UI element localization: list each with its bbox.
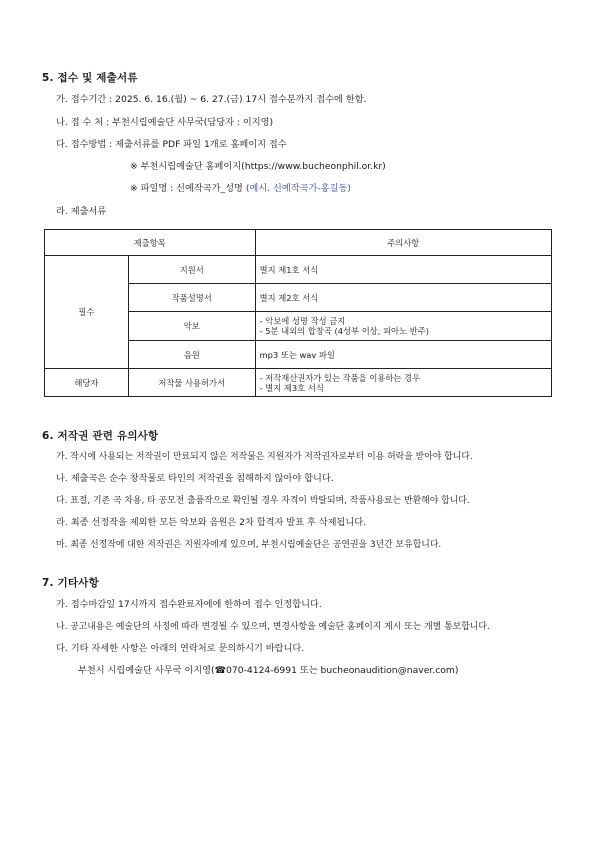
note-line: - 저작재산권자가 있는 작품을 이용하는 경우 [259,372,421,383]
section-7-title: 7. 기타사항 [42,577,99,589]
filename-rule: ※ 파일명 : 신예작곡가_성명 [130,183,246,194]
section-6-item: 마. 최종 선정작에 대한 저작권은 지원자에게 있으며, 부천시립예술단은 공연권을 3년간 보유합니다. [56,540,442,550]
note-line: - 악보에 성명 작성 금지 [259,316,346,326]
section-6-item: 라. 최종 선정작을 제외한 모든 악보와 음원은 2차 합격자 발표 후 삭제됩니다. [56,517,367,528]
contact-line: 부천시 시립예술단 사무국 이지영(☎070-4124-6991 또는 bucheonaudition@naver.com) [78,665,459,676]
section-5-title: 5. 접수 및 제출서류 [42,72,138,84]
header-item: 제출항목 [45,230,256,256]
section-6-title: 6. 저작권 관련 유의사항 [42,430,159,442]
filename-example: (예시. 신예작곡가-홍길동) [245,183,351,194]
section-5-item-method: 다. 접수방법 : 제출서류를 PDF 파일 1개로 홈페이지 접수 [56,139,287,150]
row-item: 지원서 [128,256,255,284]
section-6-item: 나. 제출곡은 순수 창작물로 타인의 저작권을 침해하지 않아야 합니다. [56,473,334,484]
homepage-note: ※ 부천시립예술단 홈페이지(https://www.bucheonphil.or.kr) [130,161,386,172]
row-item: 저작물 사용허가서 [128,369,255,397]
section-6-item: 다. 표절, 기존 곡 차용, 타 공모전 출품작으로 확인될 경우 자격이 박탈되며, 작품사용료는 반환해야 합니다. [56,496,470,506]
row-note: mp3 또는 wav 파일 [255,341,551,369]
section-7-item: 나. 공고내용은 예술단의 사정에 따라 변경될 수 있으며, 변경사항을 예술단 홈페이지 게시 또는 개별 통보합니다. [56,622,490,632]
group-required: 필수 [45,256,129,369]
header-note: 주의사항 [255,230,551,256]
section-5-item-period: 가. 접수기간 : 2025. 6. 16.(월) ~ 6. 27.(금) 17시 접수분까지 접수에 한함. [56,94,367,105]
row-item: 악보 [128,312,255,341]
note-line: - 5분 내외의 합창곡 (4성부 이상, 피아노 반주) [259,326,429,336]
section-7-item: 다. 기타 자세한 사항은 아래의 연락처로 문의하시기 바랍니다. [56,643,305,654]
table-row [45,369,552,397]
note-line: - 별지 제3호 서식 [259,382,324,393]
section-6-item: 가. 작시에 사용되는 저작권이 만료되지 않은 저작물은 지원자가 저작권자로부터 이용 허락을 받아야 합니다. [56,452,473,462]
table-row [45,256,552,284]
submission-table [44,229,552,397]
row-note [255,312,551,341]
row-item: 작품설명서 [128,284,255,312]
row-item: 음원 [128,341,255,369]
row-note [255,369,551,397]
section-7-item: 가. 접수마감일 17시까지 접수완료자에에 한하여 접수 인정합니다. [56,599,322,610]
group-applicable: 해당자 [45,369,129,397]
section-5-docs-label: 라. 제출서류 [56,206,107,217]
row-note: 별지 제2호 서식 [255,284,551,312]
row-note: 별지 제1호 서식 [255,256,551,284]
table-header-row [45,230,552,256]
filename-note [130,183,351,195]
section-5-item-office: 나. 접 수 처 : 부천시립예술단 사무국(담당자 : 이지영) [56,117,274,128]
